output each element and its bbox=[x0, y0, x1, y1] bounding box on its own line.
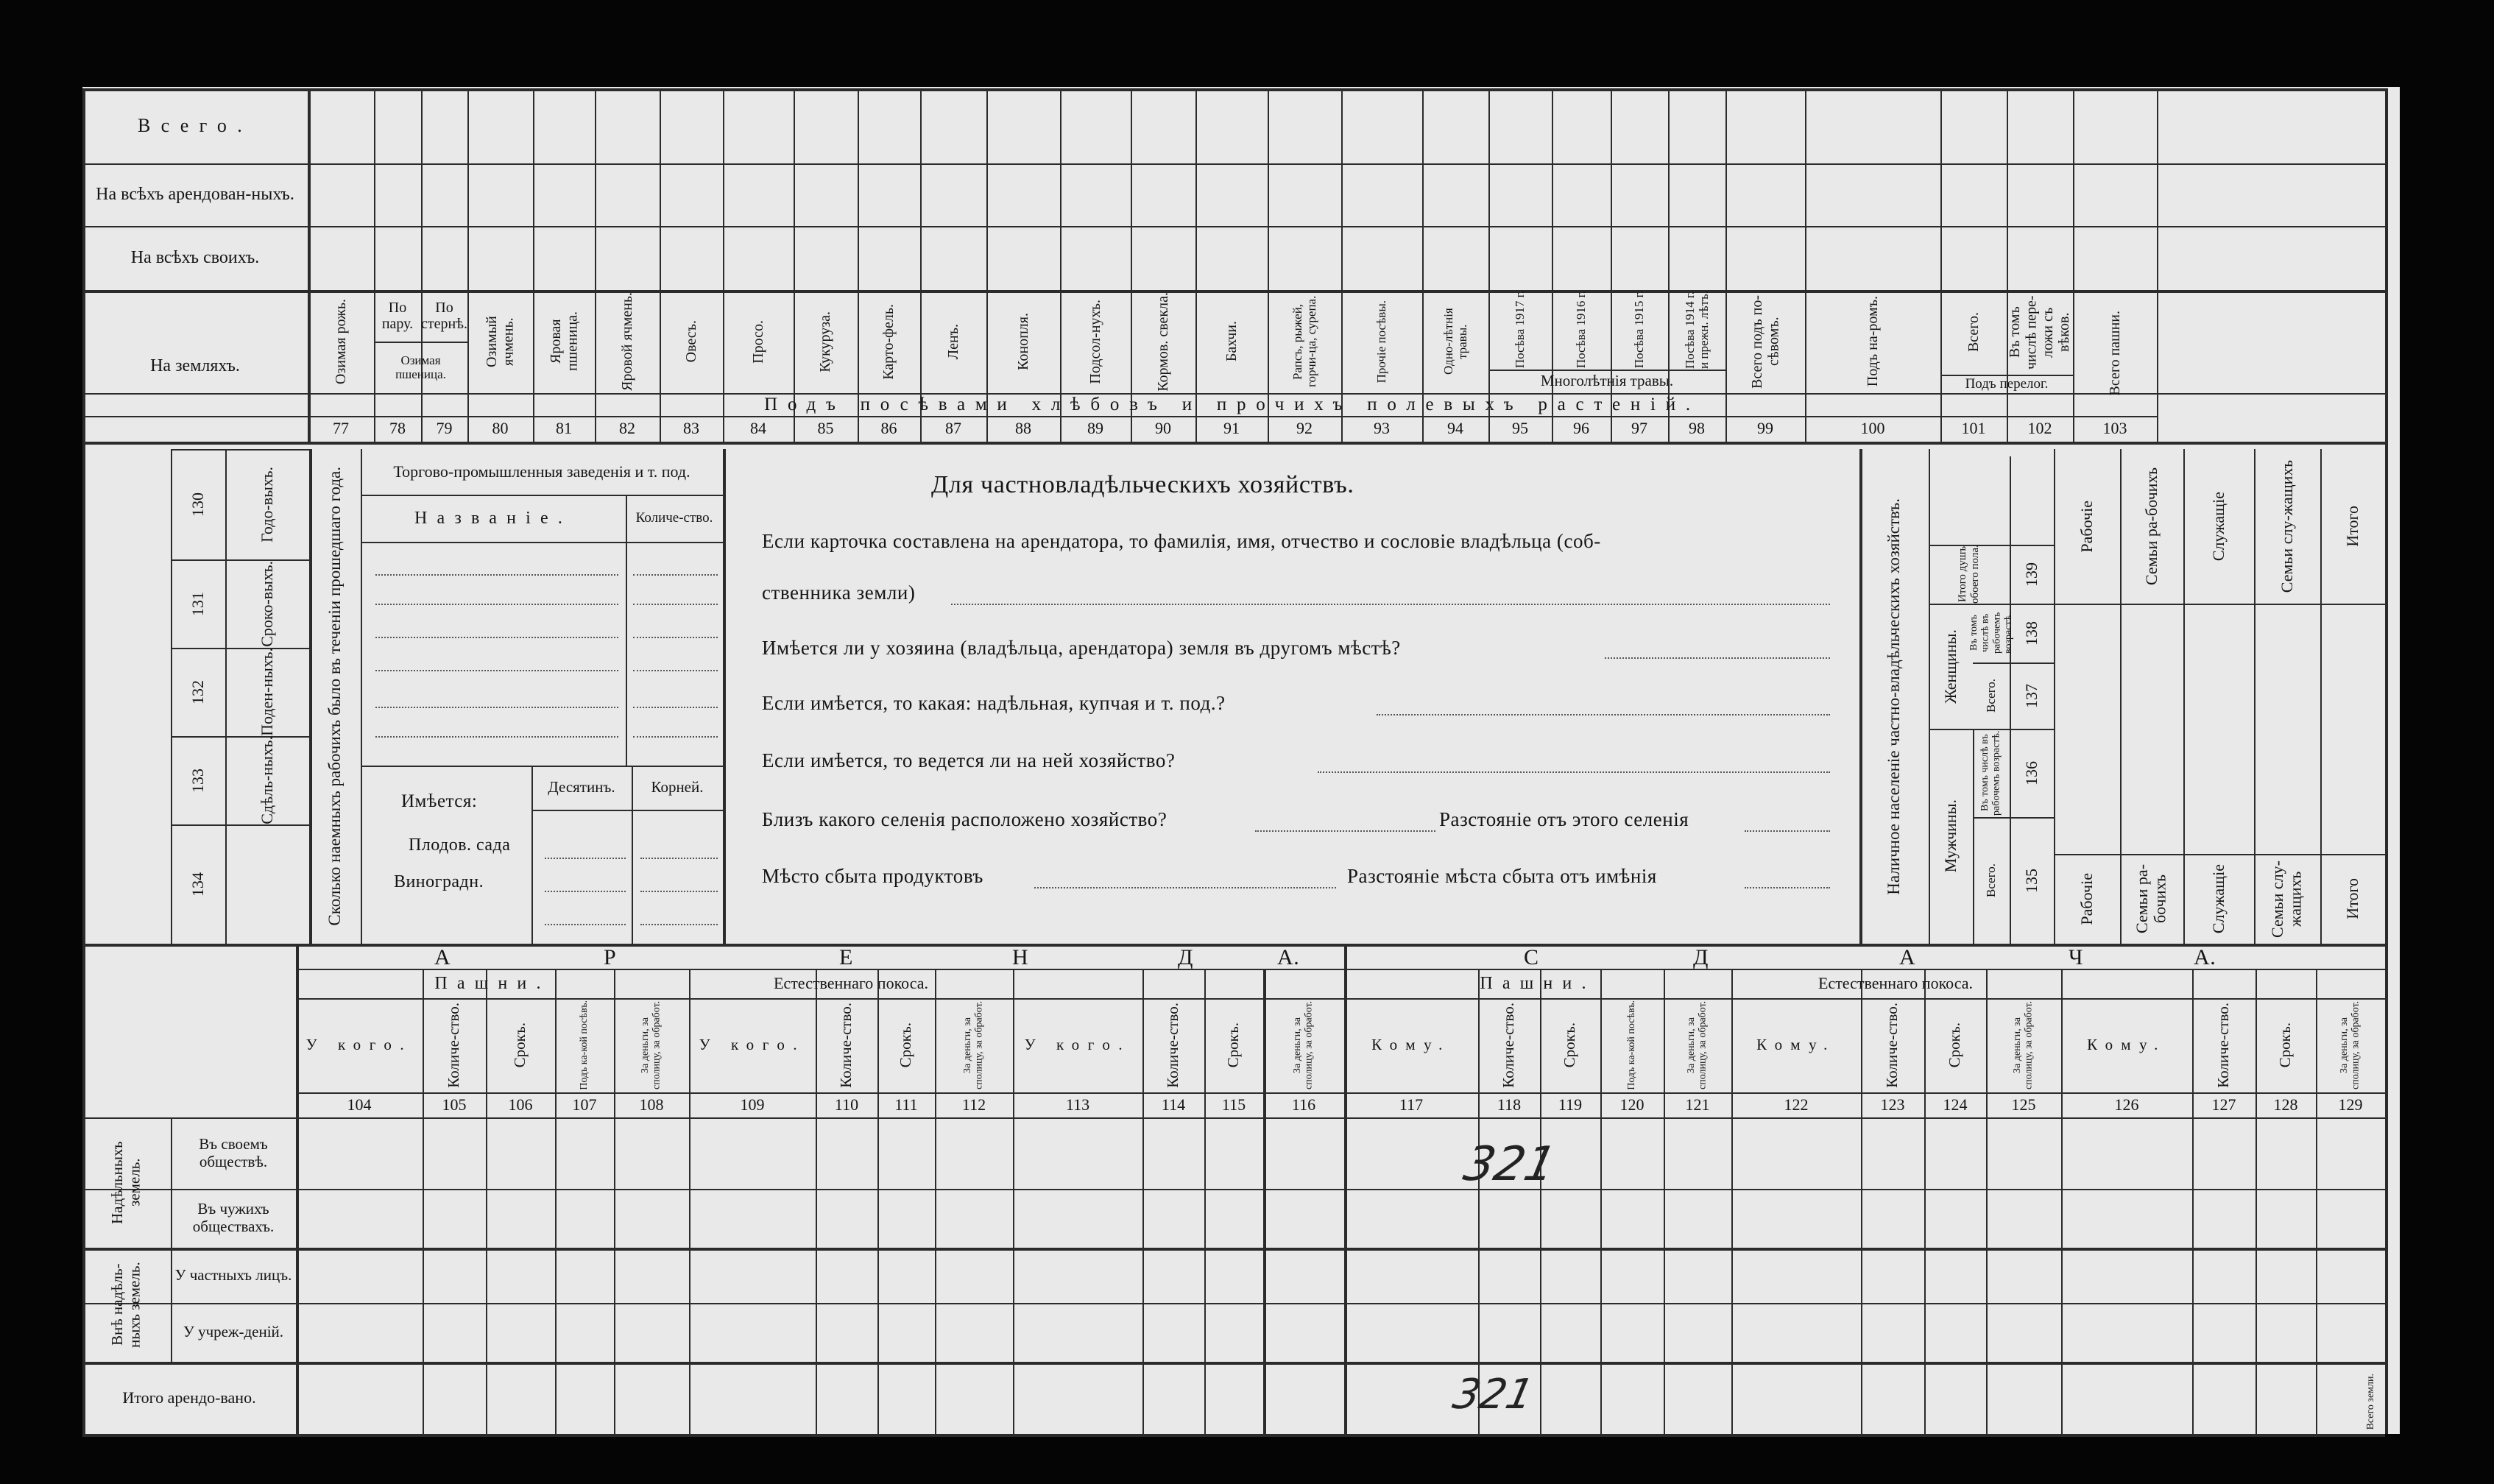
column-number: 121 bbox=[1685, 1095, 1710, 1114]
row-label: На всѣхъ своихъ. bbox=[130, 248, 260, 268]
column-header: Кормов. свекла. bbox=[1154, 292, 1171, 392]
rule-line bbox=[2385, 449, 2387, 944]
rule-line bbox=[171, 944, 309, 945]
group-title: Естественнаго покоса. bbox=[1817, 973, 1973, 992]
column-header: Кому. bbox=[1756, 1036, 1836, 1054]
column-number: 108 bbox=[639, 1095, 664, 1114]
column-number: 97 bbox=[1631, 419, 1647, 438]
column-number: 84 bbox=[750, 419, 766, 438]
question-3: Если имѣется, то какая: надѣльная, купчая и т. под.? bbox=[762, 692, 1226, 714]
column-number: 96 bbox=[1573, 419, 1589, 438]
section-letter: А. bbox=[2194, 945, 2216, 969]
section-letter: А bbox=[434, 945, 451, 969]
fill-line[interactable] bbox=[640, 858, 718, 859]
question-1: Если карточка составлена на арендатора, то фамилія, имя, отчество и сословіе владѣльца (соб- bbox=[762, 530, 1601, 552]
column-number: 83 bbox=[683, 419, 699, 438]
household-category: Служащіе bbox=[2208, 491, 2228, 562]
worker-type: Сдѣль-ныхъ. bbox=[257, 736, 276, 824]
worker-number: 132 bbox=[188, 679, 207, 704]
rule-line bbox=[2157, 88, 2158, 442]
column-number: 107 bbox=[572, 1095, 597, 1114]
column-number: 90 bbox=[1155, 419, 1171, 438]
column-header: Подъ ка-кой посѣвъ. bbox=[1626, 1000, 1638, 1090]
column-number: 79 bbox=[436, 419, 453, 438]
column-number: 77 bbox=[333, 419, 349, 438]
column-header: Конопля. bbox=[1014, 313, 1031, 370]
fill-line[interactable] bbox=[1377, 714, 1830, 716]
column-number: 122 bbox=[1784, 1095, 1809, 1114]
women-label: Женщины. bbox=[1940, 629, 1960, 704]
rule-line bbox=[531, 810, 723, 811]
row-label: У частныхъ лицъ. bbox=[174, 1265, 292, 1284]
column-number: 110 bbox=[834, 1095, 859, 1114]
worker-number: 134 bbox=[188, 872, 207, 897]
section-letter: Н bbox=[1012, 945, 1029, 969]
column-header: Озимый ячмень. bbox=[484, 316, 517, 367]
row-label: У учреж-деній. bbox=[183, 1323, 284, 1341]
rule-line bbox=[82, 1117, 2385, 1119]
worker-number: 130 bbox=[188, 492, 207, 517]
fill-line[interactable] bbox=[375, 574, 618, 576]
household-category: Итого bbox=[2342, 878, 2361, 919]
column-header: Кому. bbox=[1371, 1036, 1451, 1054]
fill-line[interactable] bbox=[1605, 657, 1830, 659]
column-number: 126 bbox=[2114, 1095, 2139, 1114]
fill-line[interactable] bbox=[633, 637, 718, 638]
column-number: 95 bbox=[1512, 419, 1528, 438]
column-number: 105 bbox=[442, 1095, 467, 1114]
column-header: Въ томъ числѣ пере-ложи съ вѣков. bbox=[2007, 295, 2073, 370]
trade-qty-header: Количе-ство. bbox=[635, 510, 713, 526]
rule-line bbox=[723, 449, 726, 944]
fill-line[interactable] bbox=[1745, 887, 1830, 888]
column-header: Кукуруза. bbox=[817, 311, 834, 372]
group-title: Естественнаго покоса. bbox=[773, 973, 928, 992]
column-header: За деньги, за сполицу, за обработ. bbox=[1686, 1000, 1709, 1090]
column-number: 94 bbox=[1447, 419, 1463, 438]
fill-line[interactable] bbox=[545, 891, 626, 892]
overall-total: Итого душъ обоего пола. bbox=[1957, 545, 1981, 604]
column-header: Срокъ. bbox=[897, 1022, 915, 1068]
row-label: Итого арендо-вано. bbox=[122, 1388, 256, 1407]
column-number: 139 bbox=[2021, 562, 2041, 587]
worker-number: 133 bbox=[188, 768, 207, 793]
rule-line bbox=[82, 1189, 2385, 1190]
group-label: Надѣльныхъ земель. bbox=[108, 1141, 144, 1224]
column-number: 87 bbox=[945, 419, 961, 438]
column-number: 93 bbox=[1374, 419, 1390, 438]
column-number: 129 bbox=[2338, 1095, 2363, 1114]
column-header: У кого. bbox=[699, 1036, 806, 1054]
column-header: Количе-ство. bbox=[1499, 1003, 1518, 1088]
row-label: Всего. bbox=[137, 115, 253, 137]
row-label: Въ чужихъ обществахъ. bbox=[192, 1200, 275, 1235]
column-number: 123 bbox=[1880, 1095, 1905, 1114]
section-letter: А bbox=[1899, 945, 1916, 969]
section-letter: А. bbox=[1277, 945, 1300, 969]
population-title: Наличное населеніе частно-владѣльческихъ хозяйствъ. bbox=[1884, 498, 1904, 895]
hired-workers-label: Сколько наемныхъ рабочихъ было въ теченіи прошедшаго года. bbox=[325, 467, 345, 926]
question-4: Если имѣется, то ведется ли на ней хозяйство? bbox=[762, 749, 1176, 771]
orchards-label: Плодов. сада bbox=[409, 835, 511, 855]
column-header: За деньги, за сполицу, за обработ. bbox=[640, 1000, 663, 1090]
handwritten-number: 321 bbox=[1459, 1137, 1561, 1192]
worker-number: 131 bbox=[188, 591, 207, 616]
column-header: Кому. bbox=[2087, 1036, 2166, 1054]
column-number: 113 bbox=[1065, 1095, 1090, 1114]
fill-line[interactable] bbox=[1034, 887, 1336, 888]
column-header: Рапсъ, рыжей, горчи-ца, сурепа. bbox=[1290, 295, 1318, 388]
column-header: Овесъ. bbox=[682, 320, 699, 363]
fill-line[interactable] bbox=[1745, 830, 1830, 832]
household-category: Семьи слу-жащихъ bbox=[2268, 860, 2305, 938]
column-number: 91 bbox=[1223, 419, 1240, 438]
column-header: Бахчи. bbox=[1223, 321, 1240, 362]
column-number: 86 bbox=[880, 419, 897, 438]
worker-type bbox=[225, 824, 309, 944]
column-number: 115 bbox=[1221, 1095, 1246, 1114]
trade-title: Торгово-промышленныя заведенія и т. под. bbox=[393, 462, 690, 481]
column-number: 78 bbox=[389, 419, 406, 438]
section-letter: Д bbox=[1693, 945, 1709, 969]
section-letter: Д bbox=[1178, 945, 1194, 969]
column-header: У кого. bbox=[1024, 1036, 1131, 1054]
column-header: За деньги, за сполицу, за обработ. bbox=[2012, 1000, 2035, 1090]
column-header: По пару. bbox=[381, 299, 414, 332]
rule-line bbox=[82, 442, 2385, 445]
column-number: 116 bbox=[1291, 1095, 1316, 1114]
fill-line[interactable] bbox=[375, 707, 618, 708]
column-header: Количе-ство. bbox=[1164, 1003, 1182, 1088]
column-number: 101 bbox=[1961, 419, 1986, 438]
column-number: 114 bbox=[1161, 1095, 1186, 1114]
column-header: Подъ ка-кой посѣвъ. bbox=[579, 1000, 590, 1090]
column-number: 119 bbox=[1558, 1095, 1583, 1114]
column-header: По стернѣ. bbox=[420, 299, 468, 332]
fill-line[interactable] bbox=[633, 736, 718, 738]
column-number: 125 bbox=[2011, 1095, 2036, 1114]
group-title: Пашни. bbox=[1480, 973, 1596, 993]
column-header: За деньги, за сполицу, за обработ. bbox=[2339, 1000, 2361, 1090]
rule-line bbox=[82, 1248, 2385, 1251]
question-5: Близъ какого селенія расположено хозяйство? bbox=[762, 808, 1167, 830]
column-number: 111 bbox=[894, 1095, 918, 1114]
worker-type: Сроко-выхъ. bbox=[257, 560, 276, 647]
fill-line[interactable] bbox=[640, 891, 718, 892]
men-working: Въ томъ числѣ въ рабочемъ возрастѣ. bbox=[1979, 730, 2002, 816]
side-total-label: Всего земли. bbox=[2365, 1373, 2377, 1430]
column-number: 127 bbox=[2211, 1095, 2236, 1114]
group-header: Озимая пшеница. bbox=[395, 353, 446, 381]
column-number: 82 bbox=[619, 419, 635, 438]
column-header: Просо. bbox=[749, 319, 766, 364]
row-label: Въ своемъ обществѣ. bbox=[199, 1134, 268, 1170]
column-number: 80 bbox=[492, 419, 509, 438]
fill-line[interactable] bbox=[951, 604, 1830, 605]
household-category: Рабочіе bbox=[2077, 500, 2096, 553]
has-label: Имѣется: bbox=[401, 791, 478, 811]
column-header: Количе-ство. bbox=[837, 1003, 855, 1088]
column-number: 92 bbox=[1296, 419, 1313, 438]
group-header: Подъ перелог. bbox=[1965, 375, 2049, 392]
rule-line bbox=[82, 1303, 2385, 1304]
household-category: Семьи ра-бочихъ bbox=[2133, 863, 2169, 934]
desyatin-header: Десятинъ. bbox=[548, 778, 615, 796]
women-total: Всего. bbox=[1984, 679, 1999, 713]
column-header: Яровая пшеница. bbox=[547, 311, 580, 372]
row-label: На земляхъ. bbox=[150, 356, 240, 375]
column-header: Срокъ. bbox=[1561, 1022, 1579, 1068]
column-number: 106 bbox=[508, 1095, 533, 1114]
men-total: Всего. bbox=[1984, 863, 1999, 897]
column-header: Посѣва 1917 г. bbox=[1513, 291, 1527, 369]
column-header: Всего подъ по-сѣвомъ. bbox=[1748, 294, 1781, 389]
column-header: Количе-ство. bbox=[445, 1003, 463, 1088]
rule-line bbox=[361, 542, 723, 543]
handwritten-number: 321 bbox=[1449, 1371, 1538, 1418]
worker-type: Годо-выхъ. bbox=[257, 466, 276, 543]
column-number: 88 bbox=[1015, 419, 1031, 438]
column-header: Озимая рожь. bbox=[332, 298, 349, 385]
fill-line[interactable] bbox=[633, 670, 718, 671]
column-number: 85 bbox=[817, 419, 834, 438]
section-letter: Е bbox=[839, 945, 853, 969]
banner-header: Подъ посѣвами хлѣбовъ и прочихъ полевыхъ растеній. bbox=[764, 394, 1700, 414]
column-header: Всего пашни. bbox=[2106, 310, 2123, 396]
column-number: 137 bbox=[2021, 683, 2041, 708]
column-number: 102 bbox=[2027, 419, 2052, 438]
roots-header: Корней. bbox=[651, 778, 704, 796]
column-header: Срокъ. bbox=[1946, 1022, 1964, 1068]
column-header: Карто-фель. bbox=[880, 303, 897, 380]
column-header: Подсол-нухъ. bbox=[1087, 299, 1103, 384]
fill-line[interactable] bbox=[375, 604, 618, 605]
question-6b: Разстояніе мѣста сбыта отъ имѣнія bbox=[1347, 865, 1657, 887]
household-category: Семьи слу-жащихъ bbox=[2277, 459, 2296, 593]
section-letter: Р bbox=[604, 945, 617, 969]
fill-line[interactable] bbox=[375, 637, 618, 638]
fill-line[interactable] bbox=[545, 924, 626, 925]
private-title: Для частновладѣльческихъ хозяйствъ. bbox=[931, 471, 1354, 498]
vineyards-label: Виноградн. bbox=[394, 872, 484, 891]
rule-line bbox=[2385, 969, 2387, 1434]
question-2: Имѣется ли у хозяина (владѣльца, арендатора) земля въ другомъ мѣстѣ? bbox=[762, 637, 1401, 659]
section-letter: Ч bbox=[2069, 945, 2084, 969]
column-header: Одно-лѣтнія травы. bbox=[1441, 308, 1469, 375]
trade-name-header: Названіе. bbox=[414, 508, 573, 528]
column-header: Срокъ. bbox=[511, 1022, 529, 1068]
household-category: Семьи ра-бочихъ bbox=[2141, 467, 2161, 586]
column-number: 89 bbox=[1087, 419, 1103, 438]
rule-line bbox=[82, 163, 2385, 165]
column-number: 99 bbox=[1757, 419, 1773, 438]
column-header: Подъ на-ромъ. bbox=[1864, 296, 1881, 387]
group-header: Многолѣтнія травы. bbox=[1540, 372, 1674, 390]
column-header: Всего. bbox=[1965, 312, 1982, 353]
column-number: 109 bbox=[740, 1095, 765, 1114]
column-number: 120 bbox=[1619, 1095, 1645, 1114]
fill-line[interactable] bbox=[633, 707, 718, 708]
column-header: Количе-ство. bbox=[2214, 1003, 2233, 1088]
column-header: Срокъ. bbox=[2276, 1022, 2295, 1068]
column-header: Срокъ. bbox=[1224, 1022, 1243, 1068]
column-header: Посѣва 1914 г. и прежн. лѣтъ. bbox=[1682, 290, 1711, 370]
fill-line[interactable] bbox=[545, 858, 626, 859]
column-number: 104 bbox=[347, 1095, 372, 1114]
column-number: 103 bbox=[2102, 419, 2127, 438]
fill-line[interactable] bbox=[375, 670, 618, 671]
question-5b: Разстояніе отъ этого селенія bbox=[1439, 808, 1689, 830]
fill-line[interactable] bbox=[375, 736, 618, 738]
column-header: У кого. bbox=[305, 1036, 413, 1054]
column-header: Количе-ство. bbox=[1883, 1003, 1901, 1088]
household-category: Рабочіе bbox=[2077, 872, 2096, 925]
household-category: Служащіе bbox=[2208, 863, 2228, 934]
women-working: Въ томъ числѣ въ рабочемъ возрастѣ. bbox=[1968, 612, 2014, 654]
column-header: Посѣва 1916 г. bbox=[1574, 291, 1589, 369]
column-number: 118 bbox=[1497, 1095, 1522, 1114]
column-number: 136 bbox=[2021, 760, 2041, 785]
rule-line bbox=[2054, 604, 2385, 605]
men-label: Мужчины. bbox=[1940, 799, 1960, 873]
fill-line[interactable] bbox=[633, 604, 718, 605]
fill-line[interactable] bbox=[633, 574, 718, 576]
rule-line bbox=[82, 88, 2385, 91]
row-label: На всѣхъ арендован-ныхъ. bbox=[96, 185, 294, 205]
group-title: Пашни. bbox=[434, 973, 551, 993]
column-number: 128 bbox=[2273, 1095, 2298, 1114]
column-number: 112 bbox=[961, 1095, 986, 1114]
fill-line[interactable] bbox=[1255, 830, 1435, 832]
column-header: За деньги, за сполицу, за обработ. bbox=[962, 1000, 985, 1090]
group-label: Внѣ надѣль-ныхъ земель. bbox=[108, 1262, 144, 1348]
column-number: 81 bbox=[556, 419, 572, 438]
column-number: 117 bbox=[1399, 1095, 1424, 1114]
fill-line[interactable] bbox=[1318, 771, 1830, 773]
rule-line bbox=[82, 1434, 2385, 1437]
rule-line bbox=[82, 944, 2385, 947]
column-header: Прочіе посѣвы. bbox=[1374, 300, 1389, 384]
fill-line[interactable] bbox=[640, 924, 718, 925]
section-letter: С bbox=[1524, 945, 1539, 969]
column-number: 98 bbox=[1689, 419, 1705, 438]
question-1-cont: ственника земли) bbox=[762, 582, 916, 604]
column-header: Яровой ячмень. bbox=[618, 292, 635, 391]
column-header: За деньги, за сполицу, за обработ. bbox=[1292, 1000, 1315, 1090]
rule-line bbox=[82, 226, 2385, 227]
column-number: 124 bbox=[1943, 1095, 1968, 1114]
worker-type: Поден-ныхъ. bbox=[257, 648, 276, 736]
household-category: Итого bbox=[2342, 506, 2361, 547]
question-6: Мѣсто сбыта продуктовъ bbox=[762, 865, 983, 887]
column-header: Посѣва 1915 г. bbox=[1632, 291, 1647, 369]
column-number: 135 bbox=[2021, 868, 2041, 893]
column-number: 138 bbox=[2021, 621, 2041, 646]
rule-line bbox=[82, 1362, 2385, 1365]
column-header: Ленъ. bbox=[944, 323, 961, 360]
column-number: 100 bbox=[1860, 419, 1885, 438]
